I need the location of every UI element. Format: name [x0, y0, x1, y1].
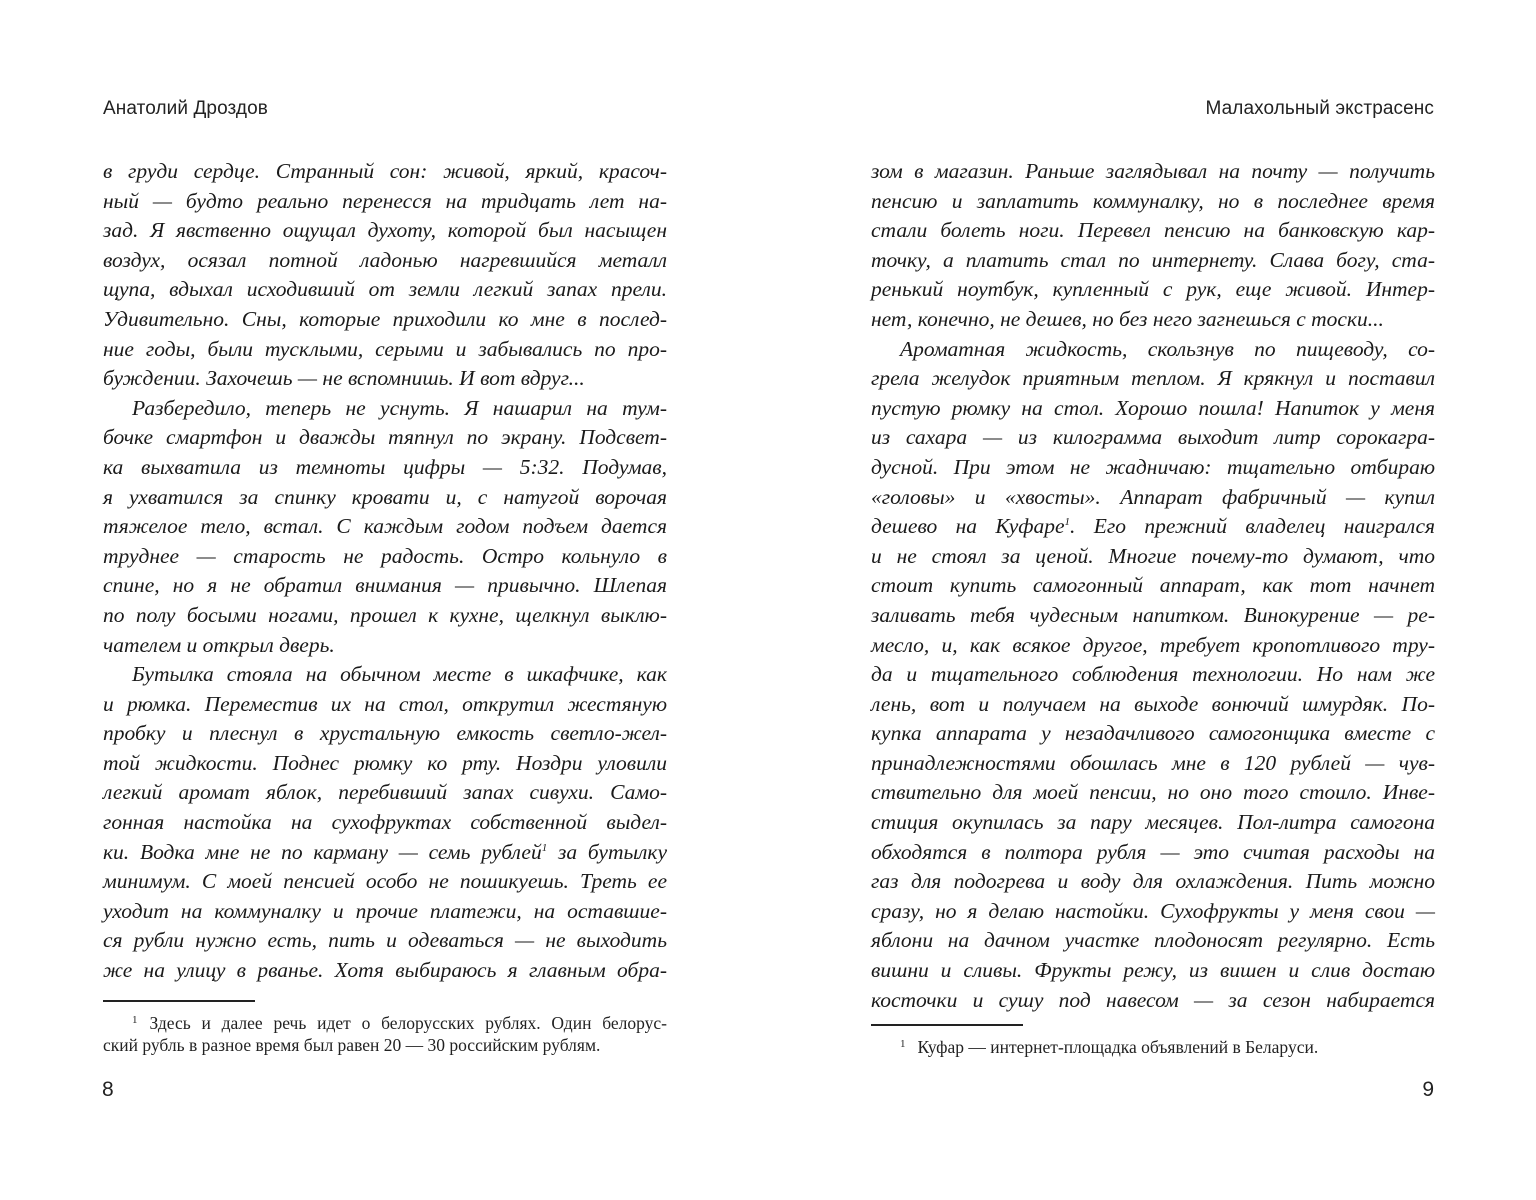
text-line: я ухватился за спинку кровати и, с натугой ворочая: [103, 484, 667, 509]
text-line: да и тщательного соблюдения технологии. Но нам же: [871, 662, 1435, 687]
text-line: пенсию и заплатить коммуналку, но в последнее время: [871, 188, 1435, 213]
text-line: в груди сердце. Странный сон: живой, яркий, красоч-: [103, 159, 667, 183]
running-head-author: Анатолий Дроздов: [103, 98, 268, 119]
page-number: 9: [1422, 1078, 1434, 1101]
text-line: газ для подогрева и воду для охлаждения. Пить можно: [871, 869, 1435, 894]
text-line: зад. Я явственно ощущал духоту, которой был насыщен: [103, 218, 667, 243]
right-page: [768, 0, 1536, 1200]
text-line: точку, а платить стал по интернету. Слава богу, ста-: [871, 247, 1435, 272]
text-line: косточки и сушу под навесом — за сезон набирается: [871, 987, 1435, 1012]
text-line: дусной. При этом не жадничаю: тщательно отбираю: [871, 454, 1435, 479]
footnote-line: [103, 1008, 667, 1033]
body-text: [103, 157, 667, 986]
text-line: по полу босыми ногами, прошел к кухне, щелкнул выклю-: [103, 602, 667, 627]
text-line: стиция окупилась за пару месяцев. Пол-литра самогона: [871, 810, 1435, 835]
text-line-with-footnote: [103, 838, 667, 868]
text-line: бочке смартфон и дважды тяпнул по экрану. Подсвет-: [103, 425, 667, 450]
running-head-title: Малахольный экстрасенс: [1205, 98, 1434, 119]
text-line: щупа, вдыхал исходивший от земли легкий запах прели.: [103, 277, 667, 302]
text-line: принадлежностями обошлась мне в 120 рублей — чув-: [871, 750, 1435, 775]
text-line: лень, вот и получаем на выходе вонючий шмурдяк. По-: [871, 691, 1435, 716]
text-line: обходятся в полтора рубля — это считая расходы на: [871, 839, 1435, 864]
text-line: же на улицу в рванье. Хотя выбираюсь я главным обра-: [103, 958, 667, 983]
text-segment: за бутылку: [547, 839, 668, 864]
text-line: труднее — старость не радость. Остро кольнуло в: [103, 543, 667, 568]
footnote-text: Куфар — интернет-площадка объявлений в Беларуси.: [917, 1037, 1319, 1057]
text-segment: ки. Водка мне не по карману — семь рублей: [103, 839, 542, 864]
text-line: спине, но я не обратил внимания — привычно. Шлепая: [103, 573, 667, 598]
paragraph-start-line: Ароматная жидкость, скользнув по пищеводу, со-: [900, 336, 1435, 361]
text-line: ствительно для моей пенсии, но оно того стоило. Инве-: [871, 780, 1435, 805]
text-line: ние годы, были тусклыми, серыми и забывались по про-: [103, 336, 667, 361]
text-line: минимум. С моей пенсией особо не пошикуешь. Треть ее: [103, 869, 667, 894]
footnote: [103, 1008, 667, 1058]
paragraph-start-line: Бутылка стояла на обычном месте в шкафчике, как: [132, 662, 667, 687]
text-line: нет, конечно, не дешев, но без него загнешься с тоски...: [871, 306, 1384, 331]
text-line: гонная настойка на сухофруктах собственной выдел-: [103, 810, 667, 835]
text-line: ренький ноутбук, купленный с рук, еще живой. Интер-: [871, 277, 1435, 302]
footnote-marker: 1: [900, 1038, 906, 1050]
text-line: сразу, но я делаю настойки. Сухофрукты у меня свои —: [871, 898, 1435, 923]
text-line-with-footnote: [871, 512, 1435, 542]
text-line: и рюмка. Переместив их на стол, открутил жестяную: [103, 691, 667, 716]
text-line: грела желудок приятным теплом. Я крякнул и поставил: [871, 366, 1435, 391]
text-line: Удивительно. Сны, которые приходили ко мне в послед-: [103, 306, 667, 331]
text-line: месло, и, как всякое другое, требует кропотливого тру-: [871, 632, 1435, 657]
footnote-divider: [103, 1000, 255, 1002]
footnote-divider: [871, 1024, 1023, 1026]
text-line: вишни и сливы. Фрукты режу, из вишен и слив достаю: [871, 958, 1435, 983]
footnote-marker: 1: [132, 1014, 138, 1026]
text-line: чателем и открыл дверь.: [103, 632, 335, 657]
text-line: пустую рюмку на стол. Хорошо пошла! Напиток у меня: [871, 395, 1435, 420]
text-line: ный — будто реально перенесся на тридцать лет на-: [103, 188, 667, 213]
text-line: ка выхватила из темноты цифры — 5:32. Подумав,: [103, 454, 667, 479]
text-line: стали болеть ноги. Перевел пенсию на банковскую кар-: [871, 218, 1435, 243]
paragraph-start-line: Разбередило, теперь не уснуть. Я нашарил на тум-: [132, 395, 667, 420]
text-segment: . Его прежний владелец наигрался: [1070, 514, 1435, 539]
footnote-line: ский рубль в разное время был равен 20 — 30 российским рублям.: [103, 1035, 601, 1055]
text-segment: дешево на Куфаре: [871, 514, 1065, 539]
text-line: буждении. Захочешь — не вспомнишь. И вот вдруг...: [103, 366, 585, 391]
text-line: ся рубли нужно есть, пить и одеваться — не выходить: [103, 928, 667, 953]
text-line: заливать тебя чудесным напитком. Винокурение — ре-: [871, 602, 1435, 627]
footnote-line: [871, 1032, 1435, 1057]
text-line: и не стоял за ценой. Многие почему-то думают, что: [871, 543, 1435, 568]
text-line: легкий аромат яблок, перебивший запах сивухи. Само-: [103, 780, 667, 805]
text-line: той жидкости. Поднес рюмку ко рту. Ноздри уловили: [103, 750, 667, 775]
body-text: [871, 157, 1435, 1015]
text-line: уходит на коммуналку и прочие платежи, на оставшие-: [103, 898, 667, 923]
page-number: 8: [102, 1078, 114, 1101]
text-line: пробку и плеснул в хрустальную емкость светло-жел-: [103, 721, 667, 746]
footnote-text: Здесь и далее речь идет о белорусских рублях. Один белорус-: [149, 1013, 667, 1033]
text-line: яблони на дачном участке плодоносят регулярно. Есть: [871, 928, 1435, 953]
text-line: «головы» и «хвосты». Аппарат фабричный — купил: [871, 484, 1435, 509]
text-line: зом в магазин. Раньше заглядывал на почту — получить: [871, 159, 1435, 183]
text-line: из сахара — из килограмма выходит литр сорокагра-: [871, 425, 1435, 450]
footnote-reference[interactable]: 1: [1064, 516, 1071, 529]
text-line: стоит купить самогонный аппарат, как тот начнет: [871, 573, 1435, 598]
text-line: купка аппарата у незадачливого самогонщика вместе с: [871, 721, 1435, 746]
footnote: [871, 1032, 1435, 1057]
footnote-reference[interactable]: 1: [541, 841, 548, 854]
text-line: воздух, осязал потной ладонью нагревшийся металл: [103, 247, 667, 272]
text-line: тяжелое тело, встал. С каждым годом подъем дается: [103, 514, 667, 539]
